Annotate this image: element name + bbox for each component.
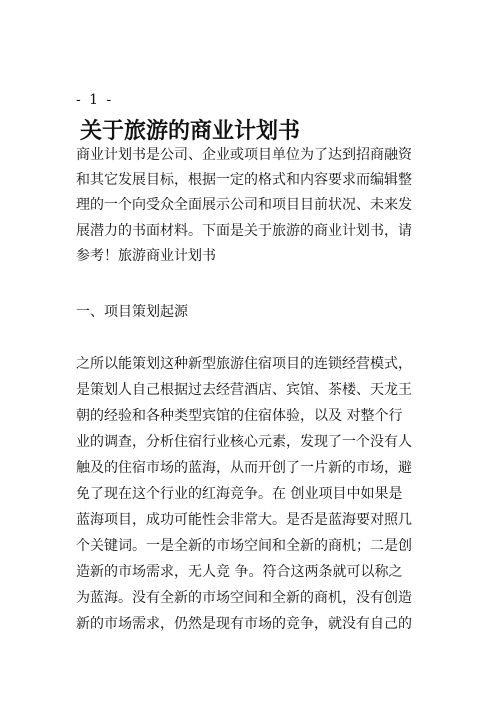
section-heading: 一、项目策划起源 xyxy=(76,304,188,320)
body-line: 之所以能策划这种新型旅游住宿项目的连锁经营模式， xyxy=(76,356,412,372)
body-line: 是策划人自己根据过去经营酒店、宾馆、茶楼、天龙王 xyxy=(76,382,412,398)
body-line: 个关键词。一是全新的市场空间和全新的商机；二是创 xyxy=(76,538,412,554)
page-number: - 1 - xyxy=(76,92,114,108)
body-line: 造新的市场需求，无人竞 争。符合这两条就可以称之 xyxy=(76,564,403,580)
intro-line: 理的一个向受众全面展示公司和项目目前状况、未来发 xyxy=(76,197,412,213)
intro-line: 参考！旅游商业计划书 xyxy=(76,248,216,264)
body-line: 新的市场需求，仍然是现有市场的竞争，就没有自己的 xyxy=(76,616,412,632)
body-line: 朝的经验和各种类型宾馆的住宿体验，以及 对整个行 xyxy=(76,408,403,424)
body-line: 为蓝海。没有全新的市场空间和全新的商机，没有创造 xyxy=(76,590,412,606)
body-line: 蓝海项目，成功可能性会非常大。是否是蓝海要对照几 xyxy=(76,512,412,528)
intro-line: 商业计划书是公司、企业或项目单位为了达到招商融资 xyxy=(76,147,412,163)
body-line: 业的调查，分析住宿行业核心元素，发现了一个没有人 xyxy=(76,434,412,450)
intro-line: 和其它发展目标，根据一定的格式和内容要求而编辑整 xyxy=(76,172,412,188)
body-line: 免了现在这个行业的红海竞争。在 创业项目中如果是 xyxy=(76,486,403,502)
body-line: 触及的住宿市场的蓝海，从而开创了一片新的市场，避 xyxy=(76,460,412,476)
intro-line: 展潜力的书面材料。下面是关于旅游的商业计划书，请 xyxy=(76,223,412,239)
document-title: 关于旅游的商业计划书 xyxy=(80,118,301,144)
